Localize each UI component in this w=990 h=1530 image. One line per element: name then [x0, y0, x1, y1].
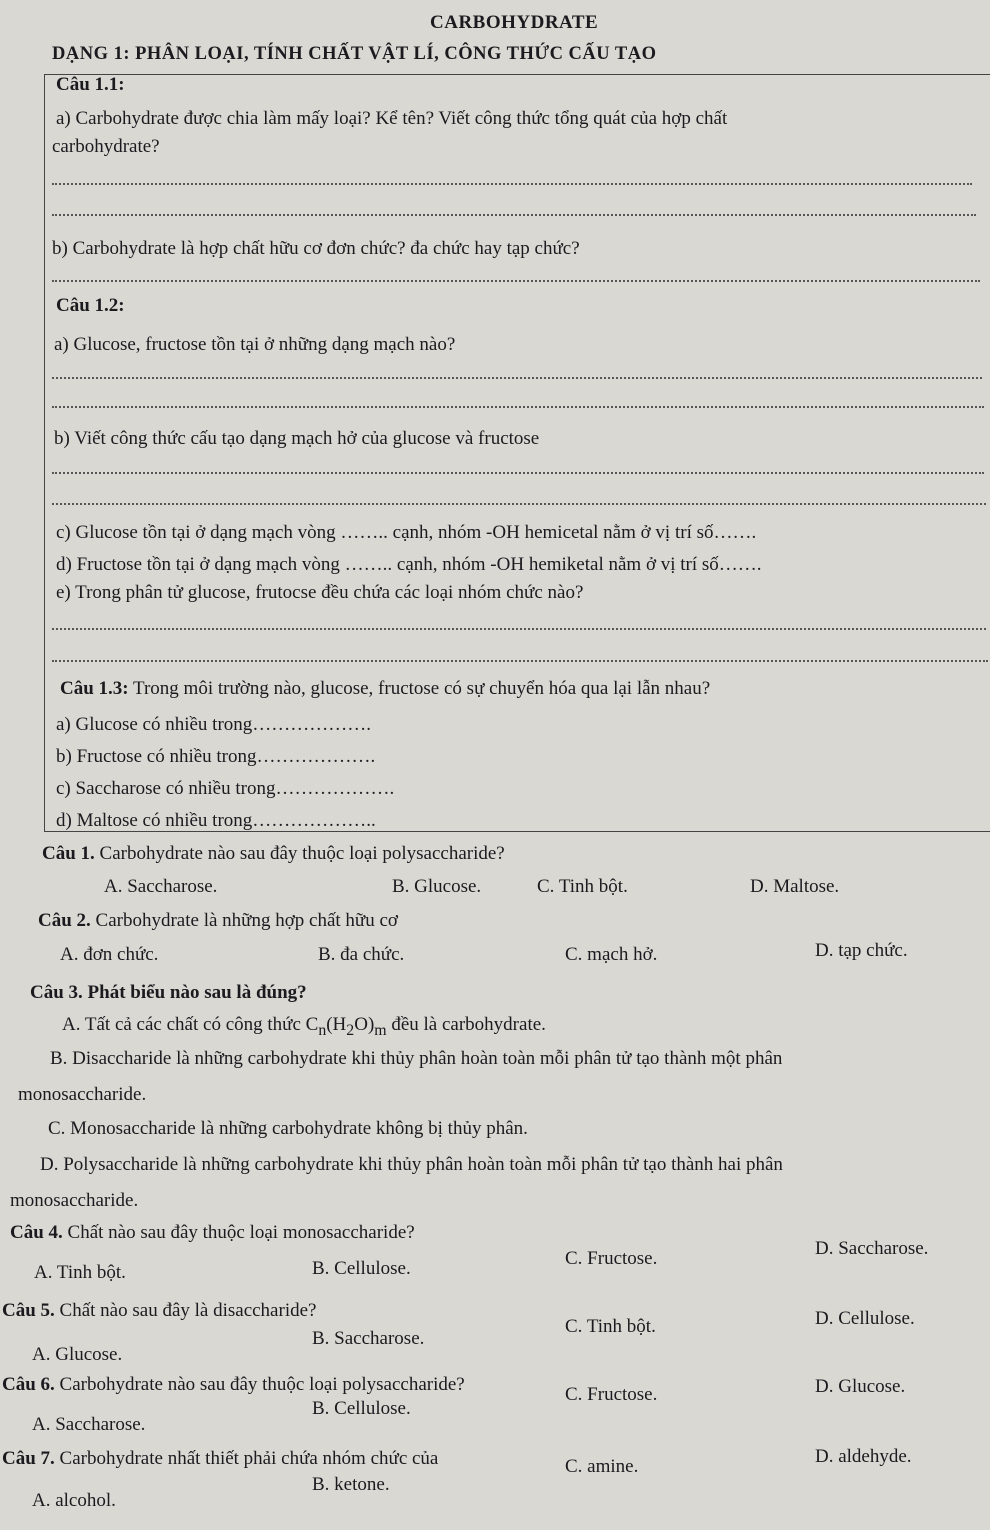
q3-text: Phát biểu nào sau là đúng?: [87, 982, 307, 1003]
answer-line[interactable]: [52, 214, 976, 216]
q13-text: Trong môi trường nào, glucose, fructose có sự chuyển hóa qua lại lẫn nhau?: [133, 678, 711, 699]
q11-a-line2: carbohydrate?: [52, 136, 160, 157]
q12-label: Câu 1.2:: [56, 295, 125, 316]
q13-question: [60, 678, 710, 700]
q3-label: Câu 3.: [30, 982, 83, 1003]
answer-line[interactable]: [52, 660, 988, 662]
q1-question: [42, 843, 505, 865]
section-heading: DẠNG 1: PHÂN LOẠI, TÍNH CHẤT VẬT LÍ, CÔNG THỨC CẤU TẠO: [52, 44, 657, 64]
q2-option-a[interactable]: A. đơn chức.: [60, 944, 159, 965]
answer-line[interactable]: [52, 628, 986, 630]
q3-option-b-line2: monosaccharide.: [18, 1084, 147, 1105]
q4-label: Câu 4.: [10, 1222, 63, 1243]
q3-option-a[interactable]: A. Tất cả các chất có công thức $C_n(H_2O)_m$ đều là carbohydrate.: [62, 1014, 546, 1039]
q4-option-c[interactable]: C. Fructose.: [565, 1248, 658, 1269]
q7-question: [2, 1448, 438, 1470]
q2-option-b[interactable]: B. đa chức.: [318, 944, 405, 965]
answer-line[interactable]: [52, 280, 980, 282]
q4-option-d[interactable]: D. Saccharose.: [815, 1238, 929, 1259]
q13-a: a) Glucose có nhiều trong……………….: [56, 714, 372, 735]
q5-question: [2, 1300, 316, 1322]
q7-option-d[interactable]: D. aldehyde.: [815, 1446, 912, 1467]
q3-option-c[interactable]: C. Monosaccharide là những carbohydrate không bị thủy phân.: [48, 1118, 528, 1139]
q13-d: d) Maltose có nhiều trong………………..: [56, 810, 376, 831]
q2-label: Câu 2.: [38, 910, 91, 931]
q2-text: Carbohydrate là những hợp chất hữu cơ: [95, 910, 398, 931]
q7-label: Câu 7.: [2, 1448, 55, 1469]
q5-text: Chất nào sau đây là disaccharide?: [59, 1300, 317, 1321]
q6-label: Câu 6.: [2, 1374, 55, 1395]
q3-option-d-line2: monosaccharide.: [10, 1190, 139, 1211]
q4-option-a[interactable]: A. Tinh bột.: [34, 1262, 126, 1283]
q13-label: Câu 1.3:: [60, 678, 129, 699]
q5-option-c[interactable]: C. Tinh bột.: [565, 1316, 656, 1337]
q13-c: c) Saccharose có nhiều trong……………….: [56, 778, 395, 799]
q12-c: c) Glucose tồn tại ở dạng mạch vòng …….. cạnh, nhóm -OH hemicetal nằm ở vị trí số…….: [56, 522, 757, 543]
q11-a-line1: a) Carbohydrate được chia làm mấy loại? Kể tên? Viết công thức tổng quát của hợp chất: [56, 108, 728, 129]
q6-option-a[interactable]: A. Saccharose.: [32, 1414, 146, 1435]
q1-option-b[interactable]: B. Glucose.: [392, 876, 482, 897]
q12-a: a) Glucose, fructose tồn tại ở những dạng mạch nào?: [54, 334, 456, 355]
q12-d: d) Fructose tồn tại ở dạng mạch vòng …….. cạnh, nhóm -OH hemiketal nằm ở vị trí số…….: [56, 554, 762, 575]
q2-question: [38, 910, 398, 932]
q7-text: Carbohydrate nhất thiết phải chứa nhóm chức của: [59, 1448, 439, 1469]
q1-option-a[interactable]: A. Saccharose.: [104, 876, 218, 897]
q4-text: Chất nào sau đây thuộc loại monosaccharide?: [67, 1222, 415, 1243]
q1-label: Câu 1.: [42, 843, 95, 864]
q6-option-b[interactable]: B. Cellulose.: [312, 1398, 411, 1419]
answer-line[interactable]: [52, 503, 986, 505]
q11-b: b) Carbohydrate là hợp chất hữu cơ đơn chức? đa chức hay tạp chức?: [52, 238, 580, 259]
q2-option-c[interactable]: C. mạch hở.: [565, 944, 658, 965]
q4-question: [10, 1222, 415, 1244]
q3-question: [30, 982, 307, 1004]
q3-option-b-line1[interactable]: B. Disaccharide là những carbohydrate khi thủy phân hoàn toàn mỗi phân tử tạo thành một phân: [50, 1048, 783, 1069]
q7-option-b[interactable]: B. ketone.: [312, 1474, 390, 1495]
q12-b: b) Viết công thức cấu tạo dạng mạch hở của glucose và fructose: [54, 428, 540, 449]
q1-text: Carbohydrate nào sau đây thuộc loại polysaccharide?: [99, 843, 505, 864]
q12-e: e) Trong phân tử glucose, frutocse đều chứa các loại nhóm chức nào?: [56, 582, 584, 603]
q4-option-b[interactable]: B. Cellulose.: [312, 1258, 411, 1279]
q7-option-a[interactable]: A. alcohol.: [32, 1490, 116, 1511]
q7-option-c[interactable]: C. amine.: [565, 1456, 639, 1477]
q5-option-a[interactable]: A. Glucose.: [32, 1344, 123, 1365]
q5-option-d[interactable]: D. Cellulose.: [815, 1308, 915, 1329]
q1-option-c[interactable]: C. Tinh bột.: [537, 876, 628, 897]
q2-option-d[interactable]: D. tạp chức.: [815, 940, 908, 961]
q11-label: Câu 1.1:: [56, 74, 125, 95]
page-title: CARBOHYDRATE: [430, 12, 599, 33]
answer-line[interactable]: [52, 406, 984, 408]
q5-option-b[interactable]: B. Saccharose.: [312, 1328, 425, 1349]
answer-line[interactable]: [52, 377, 982, 379]
q6-option-d[interactable]: D. Glucose.: [815, 1376, 906, 1397]
answer-line[interactable]: [52, 183, 972, 185]
q5-label: Câu 5.: [2, 1300, 55, 1321]
q6-text: Carbohydrate nào sau đây thuộc loại polysaccharide?: [59, 1374, 465, 1395]
q3-option-d-line1[interactable]: D. Polysaccharide là những carbohydrate khi thủy phân hoàn toàn mỗi phân tử tạo thành hai phân: [40, 1154, 783, 1175]
q13-b: b) Fructose có nhiều trong……………….: [56, 746, 376, 767]
answer-line[interactable]: [52, 472, 984, 474]
q1-option-d[interactable]: D. Maltose.: [750, 876, 840, 897]
q6-question: [2, 1374, 465, 1396]
q6-option-c[interactable]: C. Fructose.: [565, 1384, 658, 1405]
